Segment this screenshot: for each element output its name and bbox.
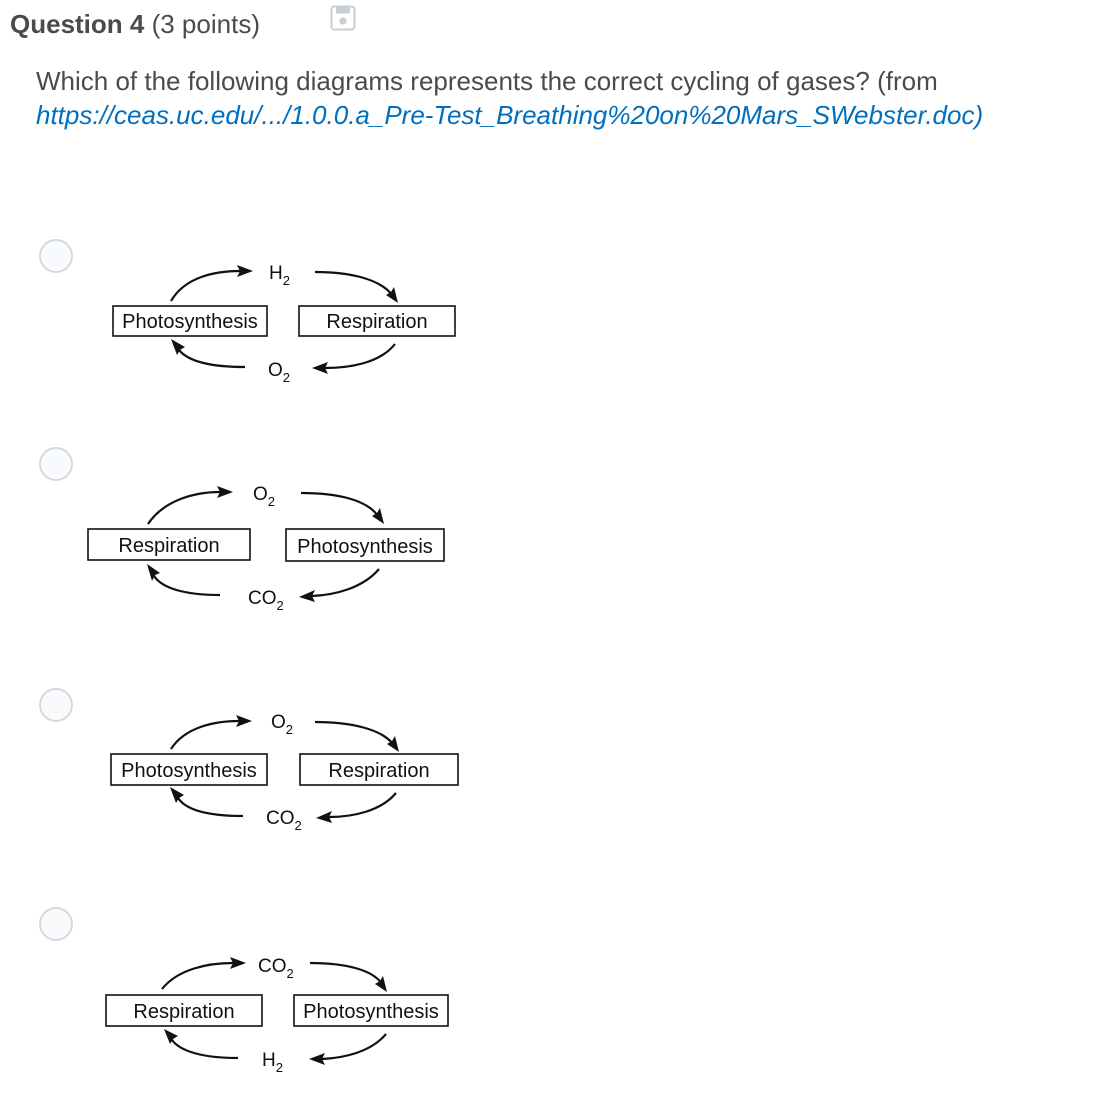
prompt-text: Which of the following diagrams represents the correct cycling of gases? (from: [36, 66, 938, 96]
option-4-diagram: [100, 944, 460, 1084]
save-draft-icon[interactable]: [330, 5, 356, 31]
option-1-left-label: Photosynthesis: [122, 311, 258, 333]
question-prompt: [36, 64, 1101, 132]
option-1-bottom-gas: $O_2$: [268, 360, 291, 385]
option-2-radio[interactable]: [39, 447, 73, 481]
option-1-diagram: [105, 255, 465, 390]
option-4-radio[interactable]: [39, 907, 73, 941]
option-2-right-label: Photosynthesis: [297, 536, 433, 558]
option-4-right-label: Photosynthesis: [303, 1001, 439, 1023]
option-2-bottom-gas: $CO_2$: [248, 588, 284, 613]
option-4-bottom-gas: $H_2$: [262, 1050, 283, 1075]
option-3-diagram: [103, 701, 468, 841]
question-points: (3 points): [151, 9, 260, 39]
option-1-right-label: Respiration: [326, 311, 428, 333]
source-link[interactable]: https://ceas.uc.edu/.../1.0.0.a_Pre-Test_Breathing%20on%20Mars_SWebster.doc): [36, 100, 984, 130]
option-1-radio[interactable]: [39, 239, 73, 273]
option-2-top-gas: $O_2$: [253, 484, 276, 509]
question-header: [10, 6, 260, 42]
question-title: Question 4: [10, 9, 145, 39]
option-3-right-label: Respiration: [328, 760, 430, 782]
option-1-top-gas: $H_2$: [269, 263, 290, 288]
option-3-left-label: Photosynthesis: [121, 760, 257, 782]
option-3-radio[interactable]: [39, 688, 73, 722]
option-2-left-label: Respiration: [118, 535, 220, 557]
option-3-top-gas: $O_2$: [271, 712, 294, 737]
option-2-diagram: [80, 478, 460, 618]
option-4-left-label: Respiration: [133, 1001, 235, 1023]
option-3-bottom-gas: $CO_2$: [266, 808, 302, 833]
option-4-top-gas: $CO_2$: [258, 956, 294, 981]
